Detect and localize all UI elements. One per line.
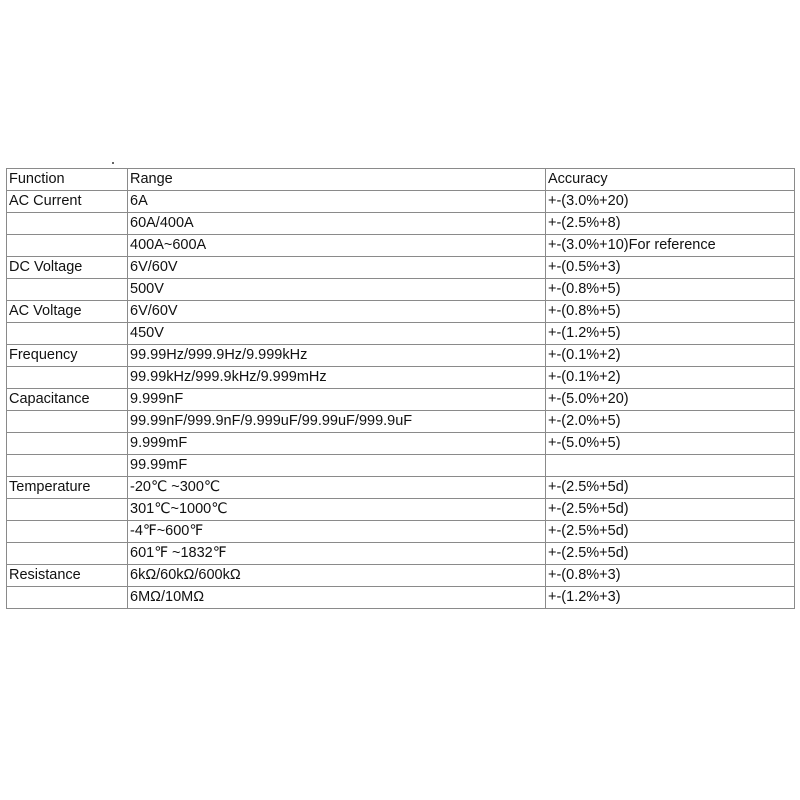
- table-row: [7, 389, 795, 411]
- function-cell: [7, 235, 128, 257]
- range-cell: 9.999mF: [128, 433, 546, 455]
- table-row: [7, 411, 795, 433]
- header-accuracy: Accuracy: [546, 169, 795, 191]
- accuracy-cell: +-(0.1%+2): [546, 367, 795, 389]
- accuracy-cell: +-(0.8%+3): [546, 565, 795, 587]
- function-cell: [7, 587, 128, 609]
- table-row: [7, 345, 795, 367]
- range-cell: 6MΩ/10MΩ: [128, 587, 546, 609]
- accuracy-cell: +-(1.2%+5): [546, 323, 795, 345]
- range-cell: 99.99mF: [128, 455, 546, 477]
- range-cell: 6A: [128, 191, 546, 213]
- range-cell: 99.99nF/999.9nF/9.999uF/99.99uF/999.9uF: [128, 411, 546, 433]
- table-row: [7, 499, 795, 521]
- stray-mark: [112, 162, 114, 164]
- function-cell: DC Voltage: [7, 257, 128, 279]
- table-row: [7, 587, 795, 609]
- range-cell: 6V/60V: [128, 301, 546, 323]
- range-cell: 400A~600A: [128, 235, 546, 257]
- function-cell: Temperature: [7, 477, 128, 499]
- table-row: [7, 455, 795, 477]
- function-cell: Frequency: [7, 345, 128, 367]
- table-row: [7, 191, 795, 213]
- range-cell: 6V/60V: [128, 257, 546, 279]
- function-cell: AC Voltage: [7, 301, 128, 323]
- header-function: Function: [7, 169, 128, 191]
- range-cell: 301℃~1000℃: [128, 499, 546, 521]
- table-row: [7, 477, 795, 499]
- table-row: [7, 367, 795, 389]
- accuracy-cell: +-(2.5%+8): [546, 213, 795, 235]
- specification-table: [6, 168, 795, 609]
- range-cell: 99.99kHz/999.9kHz/9.999mHz: [128, 367, 546, 389]
- accuracy-cell: +-(3.0%+10)For reference: [546, 235, 795, 257]
- range-cell: -20℃ ~300℃: [128, 477, 546, 499]
- accuracy-cell: +-(5.0%+5): [546, 433, 795, 455]
- function-cell: [7, 279, 128, 301]
- range-cell: -4℉~600℉: [128, 521, 546, 543]
- range-cell: 450V: [128, 323, 546, 345]
- accuracy-cell: +-(2.5%+5d): [546, 543, 795, 565]
- accuracy-cell: +-(2.5%+5d): [546, 521, 795, 543]
- table-row: [7, 301, 795, 323]
- table-row: [7, 543, 795, 565]
- function-cell: [7, 213, 128, 235]
- table-row: [7, 257, 795, 279]
- function-cell: [7, 367, 128, 389]
- header-range: Range: [128, 169, 546, 191]
- range-cell: 601℉ ~1832℉: [128, 543, 546, 565]
- table-row: [7, 279, 795, 301]
- table-row: [7, 323, 795, 345]
- accuracy-cell: +-(3.0%+20): [546, 191, 795, 213]
- function-cell: [7, 433, 128, 455]
- table-row: [7, 565, 795, 587]
- range-cell: 9.999nF: [128, 389, 546, 411]
- table-row: [7, 213, 795, 235]
- accuracy-cell: +-(0.5%+3): [546, 257, 795, 279]
- table-row: [7, 521, 795, 543]
- function-cell: Capacitance: [7, 389, 128, 411]
- function-cell: AC Current: [7, 191, 128, 213]
- function-cell: [7, 411, 128, 433]
- table-row: [7, 235, 795, 257]
- table-row: [7, 433, 795, 455]
- range-cell: 99.99Hz/999.9Hz/9.999kHz: [128, 345, 546, 367]
- accuracy-cell: +-(0.8%+5): [546, 279, 795, 301]
- function-cell: Resistance: [7, 565, 128, 587]
- accuracy-cell: +-(2.5%+5d): [546, 499, 795, 521]
- function-cell: [7, 521, 128, 543]
- range-cell: 6kΩ/60kΩ/600kΩ: [128, 565, 546, 587]
- accuracy-cell: +-(5.0%+20): [546, 389, 795, 411]
- accuracy-cell: +-(0.8%+5): [546, 301, 795, 323]
- range-cell: 500V: [128, 279, 546, 301]
- function-cell: [7, 455, 128, 477]
- function-cell: [7, 543, 128, 565]
- accuracy-cell: +-(0.1%+2): [546, 345, 795, 367]
- accuracy-cell: +-(2.0%+5): [546, 411, 795, 433]
- accuracy-cell: [546, 455, 795, 477]
- table-header-row: [7, 169, 795, 191]
- accuracy-cell: +-(1.2%+3): [546, 587, 795, 609]
- function-cell: [7, 499, 128, 521]
- range-cell: 60A/400A: [128, 213, 546, 235]
- function-cell: [7, 323, 128, 345]
- accuracy-cell: +-(2.5%+5d): [546, 477, 795, 499]
